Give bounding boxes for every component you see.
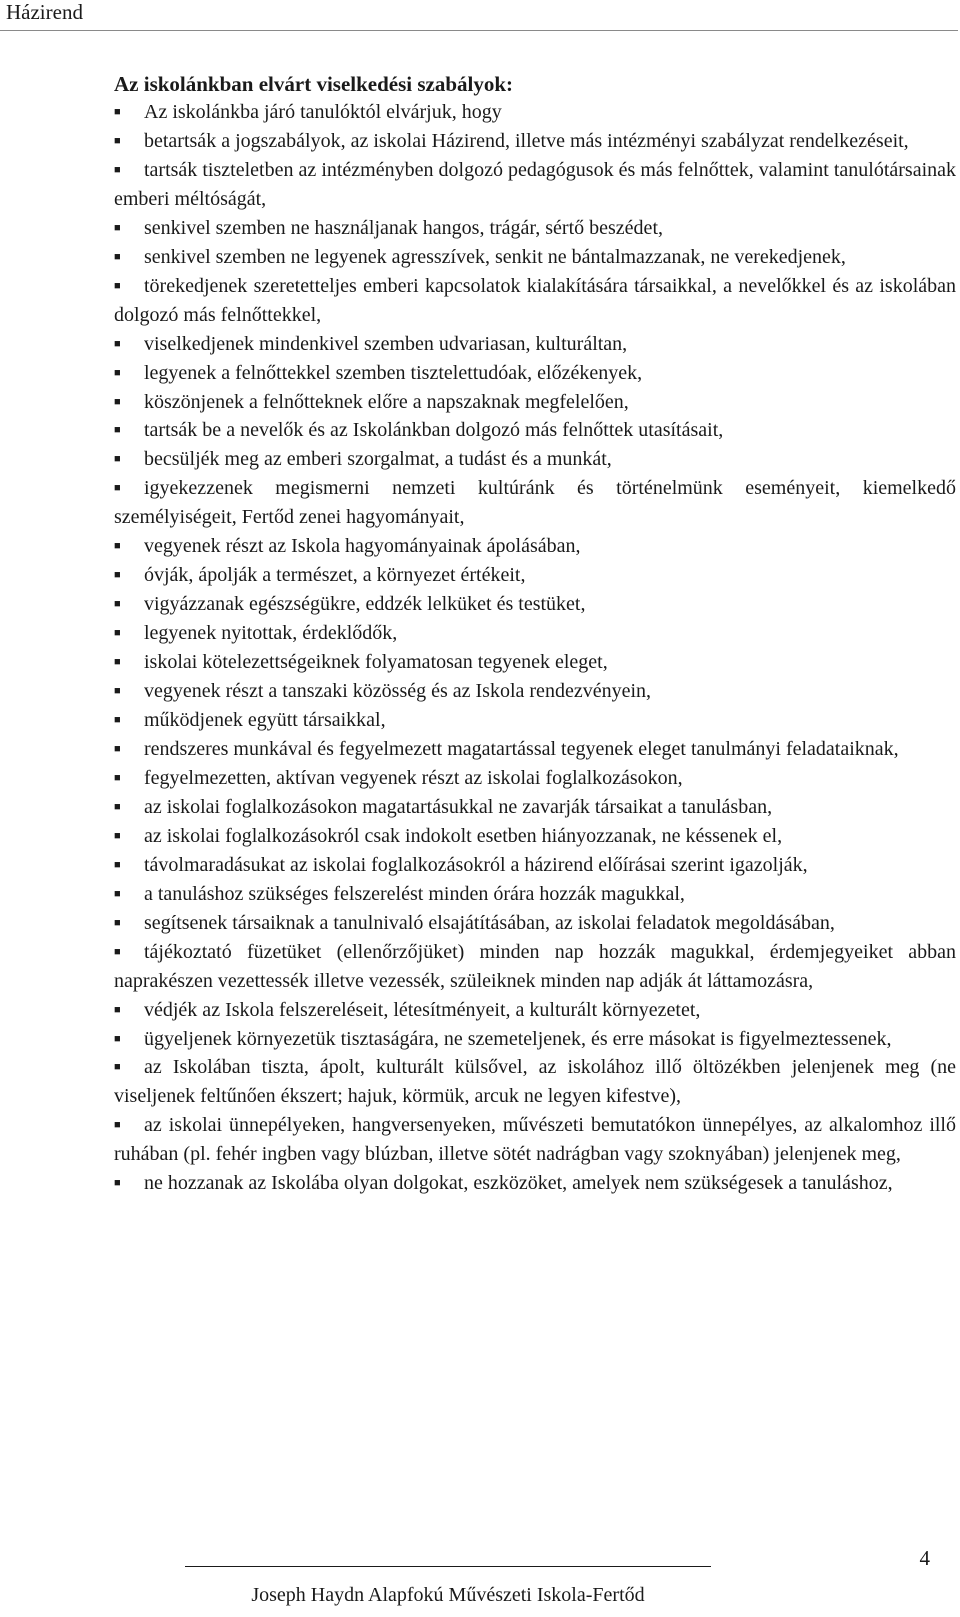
page-body bbox=[114, 70, 956, 1198]
list-item: ■ a tanuláshoz szükséges felszerelést minden órára hozzák magukkal, bbox=[114, 880, 956, 909]
rules-list bbox=[114, 98, 956, 1198]
document-header bbox=[0, 0, 958, 31]
list-item: ■ senkivel szemben ne legyenek agresszívek, senkit ne bántalmazzanak, ne verekedjenek, bbox=[114, 243, 956, 272]
list-item: ■ igyekezzenek megismerni nemzeti kultúránk és történelmünk eseményeit, kiemelkedő személyiségeit, Fertőd zenei hagyományait, bbox=[114, 474, 956, 532]
list-item: ■ Az iskolánkba járó tanulóktól elvárjuk, hogy bbox=[114, 98, 956, 127]
list-item: ■ viselkedjenek mindenkivel szemben udvariasan, kulturáltan, bbox=[114, 330, 956, 359]
list-item: ■ védjék az Iskola felszereléseit, létesítményeit, a kulturált környezetet, bbox=[114, 996, 956, 1025]
list-item: ■ óvják, ápolják a természet, a környezet értékeit, bbox=[114, 561, 956, 590]
list-item: ■ vigyázzanak egészségükre, eddzék lelküket és testüket, bbox=[114, 590, 956, 619]
list-item: ■ legyenek nyitottak, érdeklődők, bbox=[114, 619, 956, 648]
list-item: ■ az iskolai foglalkozásokról csak indokolt esetben hiányozzanak, ne késsenek el, bbox=[114, 822, 956, 851]
list-item: ■ tartsák tiszteletben az intézményben dolgozó pedagógusok és más felnőttek, valamint tanulótársainak emberi méltóságát, bbox=[114, 156, 956, 214]
list-item: ■ távolmaradásukat az iskolai foglalkozásokról a házirend előírásai szerint igazolják, bbox=[114, 851, 956, 880]
page-number: 4 bbox=[919, 1546, 930, 1570]
list-item: ■ az Iskolában tiszta, ápolt, kulturált külsővel, az iskolához illő öltözékben jelenjenek meg (ne viseljenek feltűnően ékszert; hajuk, körmük, arcuk ne legyen kifestve), bbox=[114, 1053, 956, 1111]
list-item: ■ rendszeres munkával és fegyelmezett magatartással tegyenek eleget tanulmányi feladataiknak, bbox=[114, 735, 956, 764]
list-item: ■ tartsák be a nevelők és az Iskolánkban dolgozó más felnőttek utasításait, bbox=[114, 416, 956, 445]
list-item: ■ fegyelmezetten, aktívan vegyenek részt az iskolai foglalkozásokon, bbox=[114, 764, 956, 793]
list-item: ■ működjenek együtt társaikkal, bbox=[114, 706, 956, 735]
list-item: ■ betartsák a jogszabályok, az iskolai Házirend, illetve más intézményi szabályzat rendelkezéseit, bbox=[114, 127, 956, 156]
footer-school-name: Joseph Haydn Alapfokú Művészeti Iskola-Fertőd bbox=[251, 1584, 645, 1606]
list-item: ■ tájékoztató füzetüket (ellenőrzőjüket) minden nap hozzák magukkal, érdemjegyeiket abban naprakészen vezettessék illetve vezessék, szüleiknek minden nap adják át láttamozásra, bbox=[114, 938, 956, 996]
section-heading: Az iskolánkban elvárt viselkedési szabályok: bbox=[114, 72, 514, 96]
list-item: ■ vegyenek részt a tanszaki közösség és az Iskola rendezvényein, bbox=[114, 677, 956, 706]
list-item: ■ törekedjenek szeretetteljes emberi kapcsolatok kialakítására társaikkal, a nevelőkkel és az iskolában dolgozó más felnőttekkel, bbox=[114, 272, 956, 330]
list-item: ■ ne hozzanak az Iskolába olyan dolgokat, eszközöket, amelyek nem szükségesek a tanuláshoz, bbox=[114, 1169, 956, 1198]
list-item: ■ senkivel szemben ne használjanak hangos, trágár, sértő beszédet, bbox=[114, 214, 956, 243]
list-item: ■ ügyeljenek környezetük tisztaságára, ne szemeteljenek, és erre másokat is figyelmeztessenek, bbox=[114, 1025, 956, 1054]
list-item: ■ legyenek a felnőttekkel szemben tisztelettudóak, előzékenyek, bbox=[114, 359, 956, 388]
list-item: ■ iskolai kötelezettségeiknek folyamatosan tegyenek eleget, bbox=[114, 648, 956, 677]
list-item: ■ köszönjenek a felnőtteknek előre a napszaknak megfelelően, bbox=[114, 388, 956, 417]
header-title: Házirend bbox=[6, 0, 83, 24]
list-item: ■ segítsenek társaiknak a tanulnivaló elsajátításában, az iskolai feladatok megoldásában, bbox=[114, 909, 956, 938]
footer-divider bbox=[185, 1566, 711, 1567]
list-item: ■ vegyenek részt az Iskola hagyományainak ápolásában, bbox=[114, 532, 956, 561]
list-item: ■ az iskolai foglalkozásokon magatartásukkal ne zavarják társaikat a tanulásban, bbox=[114, 793, 956, 822]
list-item: ■ becsüljék meg az emberi szorgalmat, a tudást és a munkát, bbox=[114, 445, 956, 474]
list-item: ■ az iskolai ünnepélyeken, hangversenyeken, művészeti bemutatókon ünnepélyes, az alkalomhoz illő ruhában (pl. fehér ingben vagy blúzban, illetve sötét nadrágban vagy szoknyában) jelenjenek meg, bbox=[114, 1111, 956, 1169]
